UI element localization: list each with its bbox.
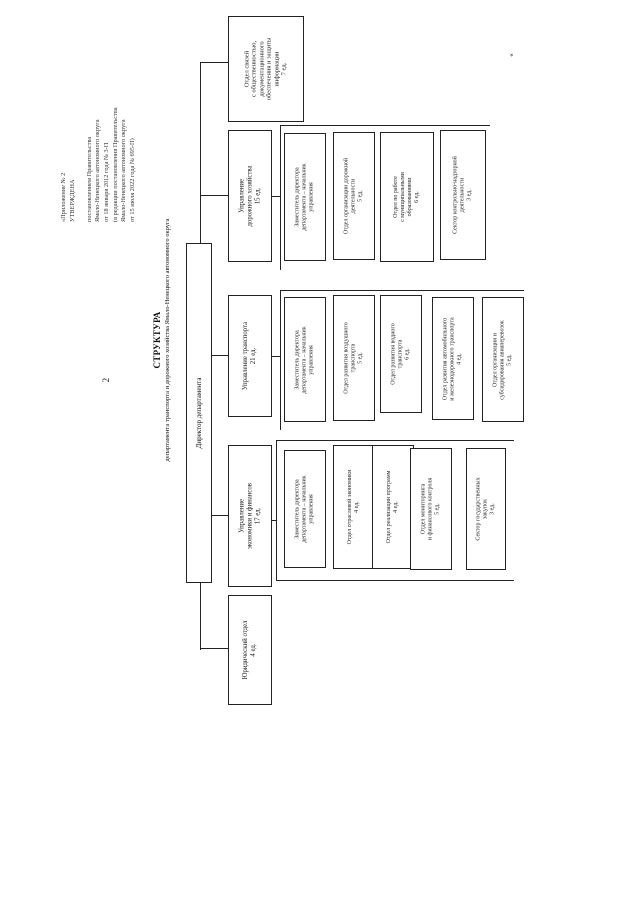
division-box <box>440 130 486 260</box>
department-box <box>228 16 304 122</box>
division-box <box>482 297 524 422</box>
title-block <box>152 140 171 540</box>
division-box <box>380 132 434 262</box>
division-box <box>333 295 375 421</box>
approval-line: «Приложение № 2 <box>60 172 67 222</box>
division-box-label: Заместитель директора департамента – начальник управления <box>294 325 315 394</box>
division-box-label: Отдел мониторинга и финансового контроля 5 ед. <box>420 477 441 541</box>
approval-line: (в редакции постановления Правительства <box>111 107 119 222</box>
division-box <box>380 295 422 413</box>
division-box <box>466 448 506 570</box>
division-box-label: Заместитель директора департамента – начальник управления <box>294 163 315 231</box>
title-main: СТРУКТУРА <box>152 311 162 369</box>
division-box <box>333 132 375 260</box>
department-box-label: Юридический отдел 4 ед. <box>242 620 257 680</box>
connector <box>272 356 280 357</box>
department-box-label: Отдел связей с общественностью, документационного обеспечения и защиты информации 7 ед. <box>243 37 288 101</box>
department-box <box>228 295 272 417</box>
division-box-label: Сектор контрольно-надзорной деятельности 3 ед. <box>452 156 473 234</box>
connector <box>276 440 277 580</box>
department-box-label: Управление транспорта 21 ед. <box>242 321 257 391</box>
division-box-label: Отдел реализации программ 4 ед. <box>386 470 399 544</box>
connector <box>280 290 524 291</box>
division-box <box>333 445 375 569</box>
connector <box>280 290 281 430</box>
division-box <box>284 133 326 261</box>
connector <box>200 62 228 63</box>
connector <box>280 125 490 126</box>
approval-line: Ямало-Ненецкого автономного округа <box>94 119 102 222</box>
department-box <box>228 445 272 587</box>
connector <box>276 580 514 581</box>
approval-block <box>60 22 160 222</box>
department-box <box>228 595 272 705</box>
division-box <box>432 297 474 420</box>
director-label: Директор департамента <box>195 377 203 449</box>
division-box-label: Отдел организации и субсидирования авиаперевозок 5 ед. <box>492 319 513 400</box>
division-box-label: Сектор государственных закупок 3 ед. <box>475 477 496 541</box>
department-box-label: Управление экономики и финансов 17 ед. <box>238 482 261 550</box>
approval-line: УТВЕРЖДЕНА <box>68 179 76 222</box>
margin-mark: « <box>507 53 516 57</box>
division-box-label: Отдел развития автомобильного и железнодорожного транспорта 4 ед. <box>442 316 463 401</box>
director-box <box>186 243 212 583</box>
connector <box>280 125 281 270</box>
division-box-label: Отдел развития воздушного транспорта 5 ед. <box>343 322 364 394</box>
department-box <box>228 130 272 262</box>
page-number: 2 <box>101 377 112 383</box>
connector <box>200 648 228 649</box>
connector <box>276 440 514 441</box>
division-box-label: Отдел развития водного транспорта 6 ед. <box>390 323 411 385</box>
division-box <box>284 450 326 568</box>
approval-line <box>77 22 86 222</box>
approval-lines <box>60 22 137 222</box>
department-box-label: Управление дорожного хозяйства 15 ед. <box>238 165 261 227</box>
division-box-label: Отдел организации дорожной деятельности 5 ед. <box>343 157 364 235</box>
connector <box>272 196 280 197</box>
approval-line: Ямало-Ненецкого автономного округа <box>120 119 128 222</box>
division-box <box>284 297 326 422</box>
division-box <box>372 445 414 569</box>
title-subtitle: департамента транспорта и дорожного хозяйства Ямало-Ненецкого автономного округа <box>164 218 171 462</box>
approval-line: от 15 июля 2022 года № 695-П) <box>128 138 136 222</box>
connector <box>200 195 228 196</box>
division-box <box>410 448 452 570</box>
approval-line: от 18 января 2012 года № 3-П <box>102 142 110 222</box>
approval-line: постановлением Правительства <box>85 136 93 222</box>
division-box-label: Заместитель директора департамента – начальник управления <box>294 475 315 543</box>
division-box-label: Отдел отраслевой экономики 4 ед. <box>347 469 360 545</box>
division-box-label: Отдел по работе с муниципальными образованиями 6 ед. <box>393 172 420 222</box>
